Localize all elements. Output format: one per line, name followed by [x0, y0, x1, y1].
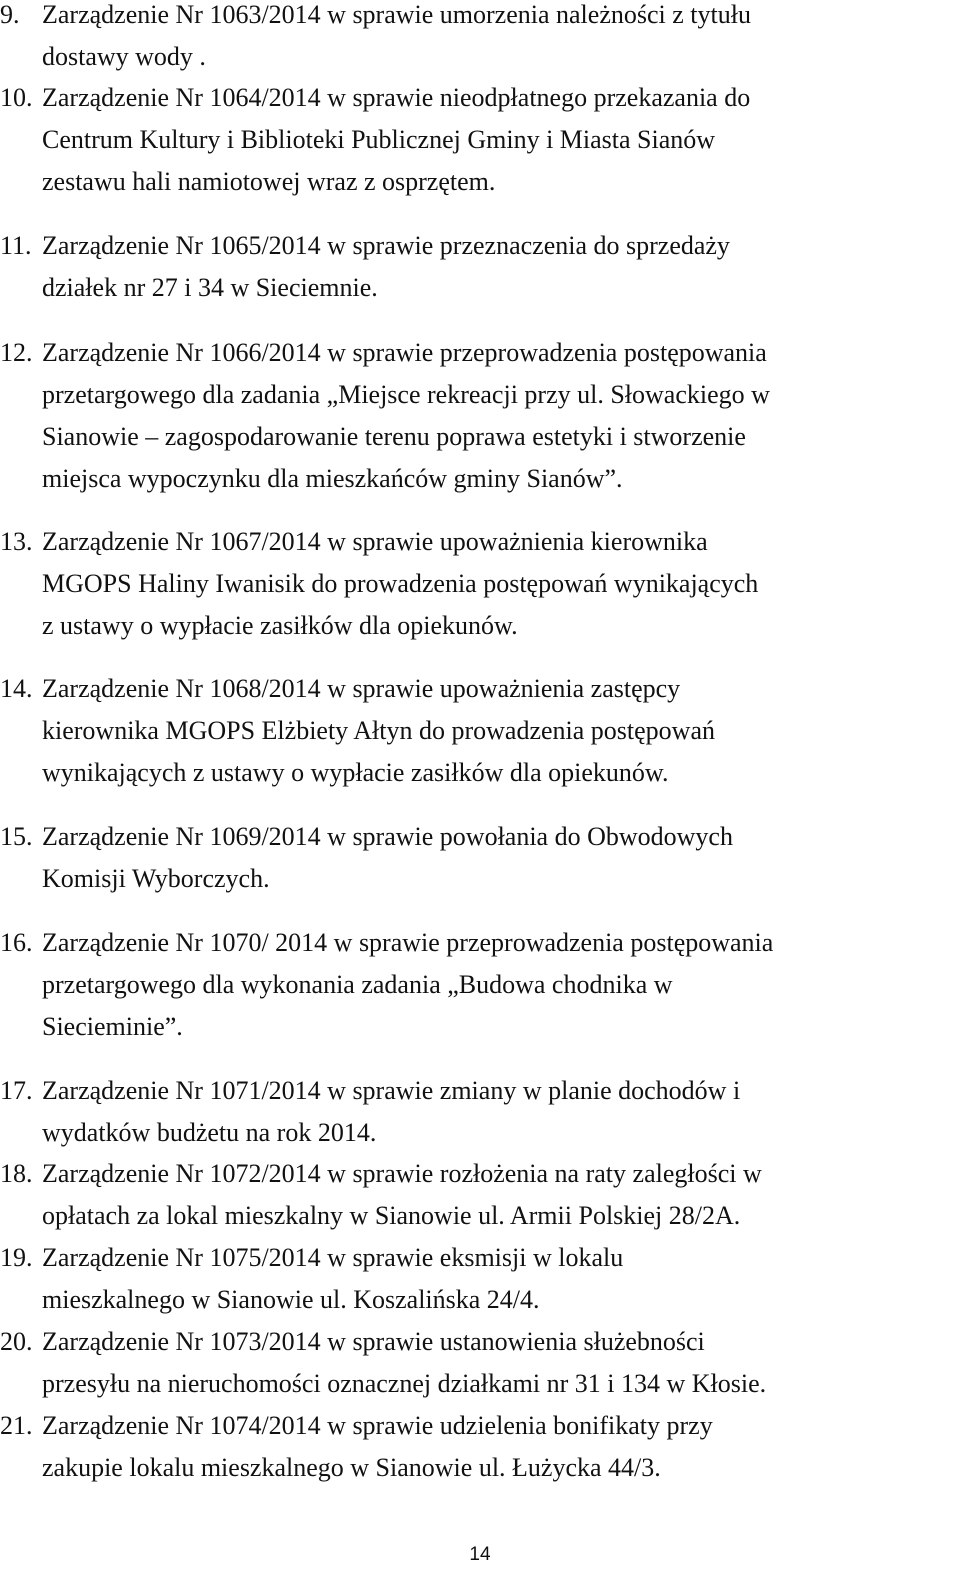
item-text: Zarządzenie Nr 1069/2014 w sprawie powołania do Obwodowych Komisji Wyborczych. — [42, 822, 733, 893]
item-text: Zarządzenie Nr 1073/2014 w sprawie ustanowienia służebności przesyłu na nieruchomości oznacznej działkami nr 31 i 134 w Kłosie. — [42, 1327, 767, 1398]
item-number: 18. — [0, 1159, 33, 1188]
item-text: Zarządzenie Nr 1070/ 2014 w sprawie przeprowadzenia postępowania przetargowego dla wykonania zadania „Budowa chodnika w Siecieminie”. — [42, 928, 774, 1041]
item-number: 11. — [0, 231, 32, 260]
item-number: 16. — [0, 928, 33, 957]
item-text: Zarządzenie Nr 1072/2014 w sprawie rozłożenia na raty zaległości w opłatach za lokal mieszkalny w Sianowie ul. Armii Polskiej 28/2A. — [42, 1159, 762, 1230]
item-number: 17. — [0, 1076, 33, 1105]
item-number: 13. — [0, 527, 33, 556]
item-text: Zarządzenie Nr 1063/2014 w sprawie umorzenia należności z tytułu dostawy wody . — [42, 0, 751, 71]
item-number: 15. — [0, 822, 33, 851]
item-text: Zarządzenie Nr 1075/2014 w sprawie eksmisji w lokalu mieszkalnego w Sianowie ul. Koszalińska 24/4. — [42, 1243, 624, 1314]
item-number: 14. — [0, 674, 33, 703]
item-number: 20. — [0, 1327, 33, 1356]
item-number: 21. — [0, 1411, 33, 1440]
item-number: 12. — [0, 338, 33, 367]
item-text: Zarządzenie Nr 1074/2014 w sprawie udzielenia bonifikaty przy zakupie lokalu mieszkalnego w Sianowie ul. Łużycka 44/3. — [42, 1411, 713, 1482]
item-number: 19. — [0, 1243, 33, 1272]
item-number: 9. — [0, 0, 20, 29]
item-number: 10. — [0, 83, 33, 112]
item-text: Zarządzenie Nr 1065/2014 w sprawie przeznaczenia do sprzedaży działek nr 27 i 34 w Sieciemnie. — [42, 231, 730, 302]
item-text: Zarządzenie Nr 1068/2014 w sprawie upoważnienia zastępcy kierownika MGOPS Elżbiety Ałtyn do prowadzenia postępowań wynikających z ustawy o wypłacie zasiłków dla opiekunów. — [42, 674, 715, 787]
item-text: Zarządzenie Nr 1066/2014 w sprawie przeprowadzenia postępowania przetargowego dla zadania „Miejsce rekreacji przy ul. Słowackiego w Sianowie – zagospodarowanie terenu poprawa estetyki i stworzenie miejsca wypoczynku dla mieszkańców gminy Sianów”. — [42, 338, 770, 493]
page-number: 14 — [469, 1544, 491, 1565]
item-text: Zarządzenie Nr 1067/2014 w sprawie upoważnienia kierownika MGOPS Haliny Iwanisik do prowadzenia postępowań wynikających z ustawy o wypłacie zasiłków dla opiekunów. — [42, 527, 759, 640]
item-text: Zarządzenie Nr 1071/2014 w sprawie zmiany w planie dochodów i wydatków budżetu na rok 2014. — [42, 1076, 741, 1147]
item-text: Zarządzenie Nr 1064/2014 w sprawie nieodpłatnego przekazania do Centrum Kultury i Biblioteki Publicznej Gminy i Miasta Sianów zestawu hali namiotowej wraz z osprzętem. — [42, 83, 751, 196]
